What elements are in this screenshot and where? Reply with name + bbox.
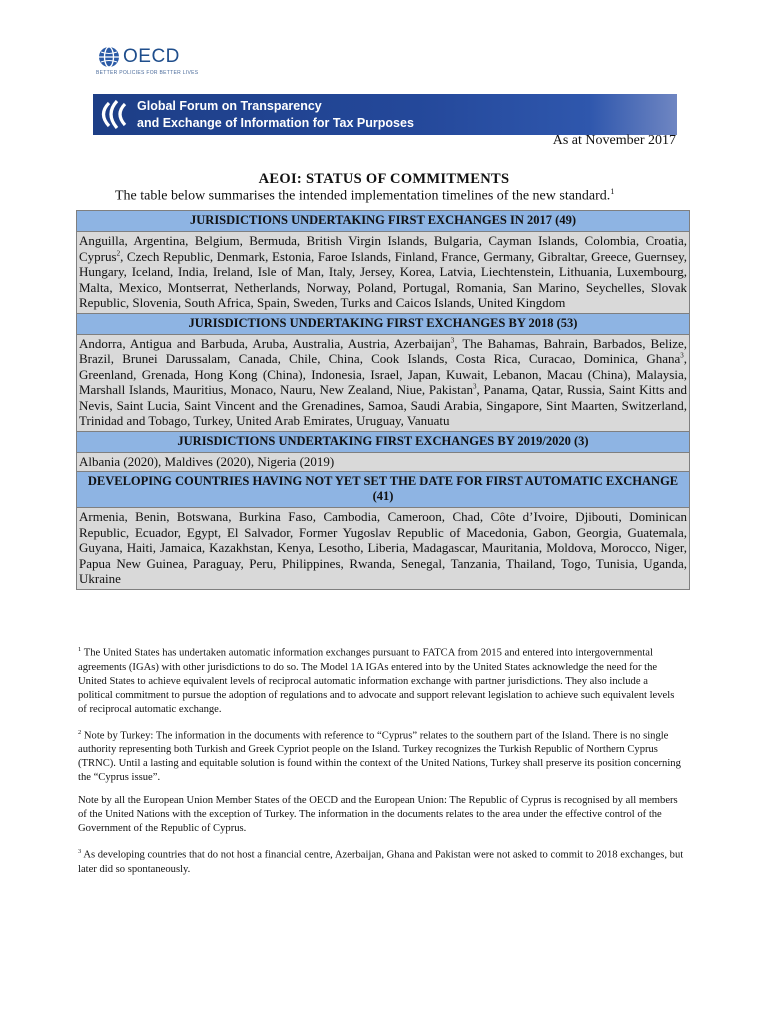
banner-line-2: and Exchange of Information for Tax Purposes (137, 116, 414, 130)
intro-sentence: The table below summarises the intended implementation timelines of the new standard. (115, 188, 611, 204)
section-body-2018 (77, 335, 689, 432)
page-title: AEOI: STATUS OF COMMITMENTS (258, 171, 510, 187)
jurisdiction-list: , Panama, Qatar, Russia, Saint Kitts and Nevis, Saint Lucia, Saint Vincent and the Grenadines, Samoa, Saudi Arabia, Singapore, Sint Maarten, Switzerland, Trinidad and Tobago, Turkey, United Arab Emirates, Uruguay, Vanuatu (79, 382, 687, 428)
footnote-marker: 3 (78, 848, 82, 856)
as-at-date: As at November 2017 (552, 133, 676, 148)
footnote-ref: 3 (472, 382, 477, 391)
section-header-developing: DEVELOPING COUNTRIES HAVING NOT YET SET THE DATE FOR FIRST AUTOMATIC EXCHANGE (41) (77, 472, 689, 508)
footnote-2-eu-note: Note by all the European Union Member States of the OECD and the European Union: The Republic of Cyprus is recognised by all members of the United Nations with the exception of Turkey. The information in the documents relates to the area under the effective control of the Government of the Republic of Cyprus. (78, 795, 678, 835)
footnote-marker: 2 (78, 728, 82, 736)
footnote-2 (78, 726, 684, 786)
jurisdiction-list: , The Bahamas, Bahrain, Barbados, Belize, Brazil, Brunei Darussalam, Canada, Chile, China, Cook Islands, Costa Rica, Curacao, Dominica, Ghana (79, 335, 687, 366)
global-forum-arcs-icon (101, 99, 131, 130)
commitments-table (76, 210, 690, 590)
oecd-logo (96, 44, 206, 80)
footnotes (78, 643, 684, 886)
footnote-ref: 2 (116, 249, 121, 258)
footnote-1 (78, 643, 684, 717)
section-body-2019-2020: Albania (2020), Maldives (2020), Nigeria (2019) (77, 453, 689, 473)
global-forum-banner (93, 94, 677, 135)
logo-tagline: BETTER POLICIES FOR BETTER LIVES (96, 70, 199, 76)
logo-wordmark: OECD (123, 46, 180, 67)
footnote-ref: 3 (680, 351, 684, 360)
footnote-ref: 3 (450, 336, 455, 345)
section-header-2018: JURISDICTIONS UNDERTAKING FIRST EXCHANGES BY 2018 (53) (77, 314, 689, 335)
footnote-ref: 1 (610, 187, 615, 196)
footnote-text: The United States has undertaken automatic information exchanges pursuant to FATCA from 2015 and entered into intergovernmental agreements (IGAs) with other jurisdictions to do so. The Model 1A IGAs entered into by the United States acknowledge the need for the United States to achieve equivalent levels of reciprocal automatic information exchange with partner jurisdictions. They also include a political commitment to pursue the adoption of regulations and to advocate and support relevant legislation to achieve such equivalent levels of reciprocal automatic exchange. (78, 647, 675, 715)
banner-line-1: Global Forum on Transparency (137, 99, 322, 113)
oecd-globe-icon (98, 46, 120, 68)
intro-text (115, 187, 614, 205)
jurisdiction-list: , Greenland, Grenada, Hong Kong (China), Indonesia, Israel, Japan, Kuwait, Lebanon, Macau (China), Malaysia, Marshall Islands, Mauritius, Monaco, Nauru, New Zealand, Niue, Pakistan (79, 351, 687, 397)
section-header-2019-2020: JURISDICTIONS UNDERTAKING FIRST EXCHANGES BY 2019/2020 (3) (77, 432, 689, 453)
footnote-text: As developing countries that do not host a financial centre, Azerbaijan, Ghana and Pakistan were not asked to commit to 2018 exchanges, but later did so spontaneously. (78, 849, 684, 875)
footnote-marker: 1 (78, 646, 82, 653)
footnote-text: Note by Turkey: The information in the documents with reference to “Cyprus” relates to the southern part of the Island. There is no single authority representing both Turkish and Greek Cypriot people on the Island. Turkey recognizes the Turkish Republic of Northern Cyprus (TRNC). Until a lasting and equitable solution is found within the context of the United Nations, Turkey shall preserve its position concerning the “Cyprus issue”. (78, 730, 681, 784)
section-body-2017 (77, 232, 689, 314)
jurisdiction-list: Anguilla, Argentina, Belgium, Bermuda, British Virgin Islands, Bulgaria, Cayman Islands, Colombia, Croatia, Cyprus (79, 233, 687, 264)
section-header-2017: JURISDICTIONS UNDERTAKING FIRST EXCHANGES IN 2017 (49) (77, 211, 689, 232)
jurisdiction-list: , Czech Republic, Denmark, Estonia, Faroe Islands, Finland, France, Germany, Gibraltar, Greece, Guernsey, Hungary, Iceland, India, Ireland, Isle of Man, Italy, Jersey, Korea, Latvia, Liechtenstein, Lithuania, Luxembourg, Malta, Mexico, Montserrat, Netherlands, Norway, Poland, Portugal, Romania, San Marino, Seychelles, Slovak Republic, Slovenia, South Africa, Spain, Sweden, Turks and Caicos Islands, United Kingdom (79, 248, 687, 310)
jurisdiction-list: Andorra, Antigua and Barbuda, Aruba, Australia, Austria, Azerbaijan (79, 335, 451, 351)
section-body-developing: Armenia, Benin, Botswana, Burkina Faso, Cambodia, Cameroon, Chad, Côte d’Ivoire, Djibouti, Dominican Republic, Ecuador, Egypt, El Salvador, Former Yugoslav Republic of Macedonia, Gabon, Georgia, Guatemala, Guyana, Haiti, Jamaica, Kazakhstan, Kenya, Lesotho, Liberia, Madagascar, Mauritania, Moldova, Morocco, Niger, Papua New Guinea, Paraguay, Peru, Philippines, Rwanda, Senegal, Tanzania, Thailand, Togo, Tunisia, Uganda, Ukraine (77, 508, 689, 589)
footnote-3 (78, 845, 684, 877)
